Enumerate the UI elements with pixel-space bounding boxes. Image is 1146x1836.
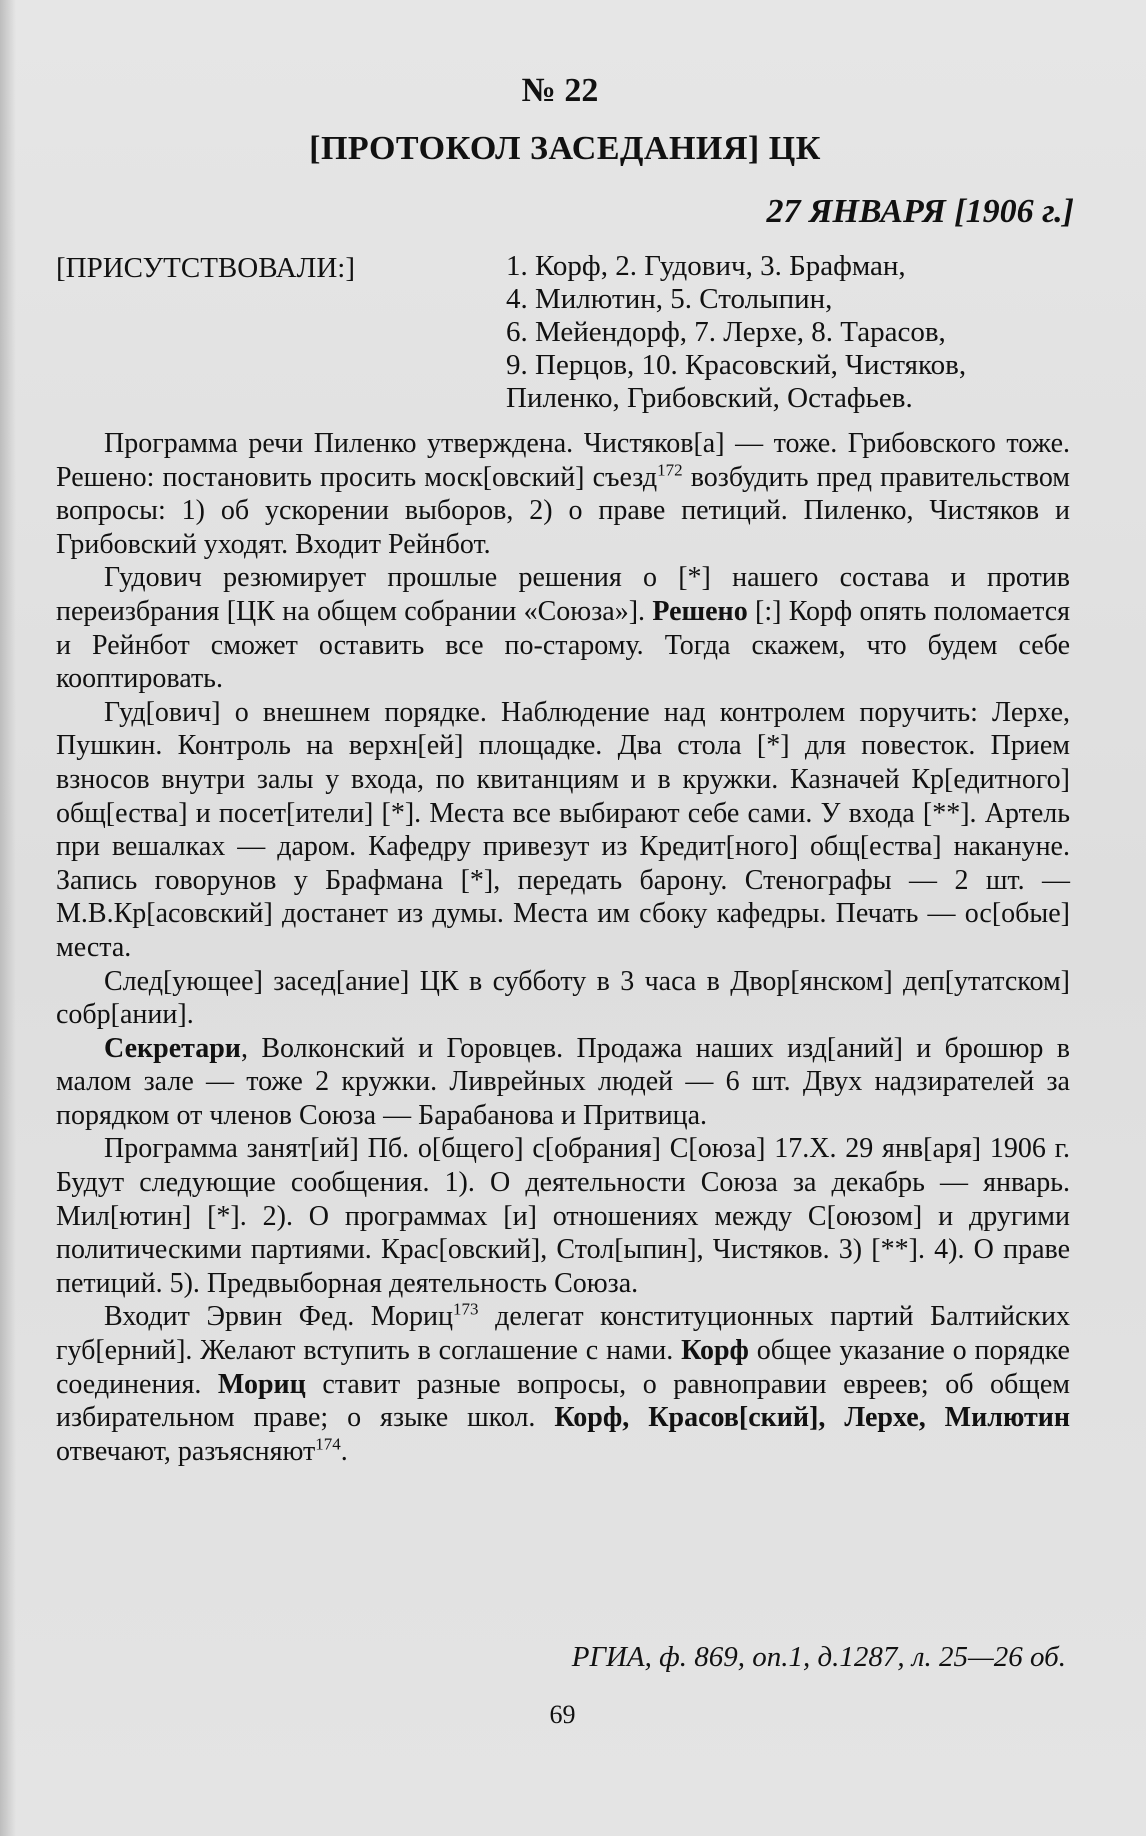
document-date: 27 ЯНВАРЯ [1906 г.] [766, 193, 1074, 230]
attendees-line: Пиленко, Грибовский, Остафьев. [506, 382, 913, 414]
attendees-line: 6. Мейендорф, 7. Лерхе, 8. Тарасов, [506, 316, 946, 348]
page-edge-shadow [0, 0, 16, 1836]
document-title: [ПРОТОКОЛ ЗАСЕДАНИЯ] ЦК [309, 130, 821, 167]
footnote-ref: 173 [452, 1300, 479, 1320]
paragraph-program-speech: Программа речи Пиленко утверждена. Чистяков[а] — тоже. Грибовского тоже. Решено: постановить просить моск[овский] съезд$^{172}$ возбудить пред правительством вопросы: 1) об ускорении выборов, 2) о праве петиций. Пиленко, Чистяков и Грибовский уходят. Входит Рейнбот. [56, 428, 1071, 560]
paragraph-meeting-program: Программа занят[ий] Пб. о[бщего] с[обрания] С[оюза] 17.Х. 29 янв[аря] 1906 г. Будут следующие сообщения. 1). О деятельности Союза за декабрь — январь. Мил[ютин] [*]. 2). О программах [и] отношениях между С[оюзом] и другими политическими партиями. Крас[овский], Стол[ыпин], Чистяков. 3) [**]. 4). О праве петиций. 5). Предвыборная деятельность Союза. [56, 1133, 1070, 1299]
attendees-line: 4. Милютин, 5. Столыпин, [506, 283, 833, 315]
protocol-body [56, 427, 1070, 1468]
archive-source: РГИА, ф. 869, оп.1, д.1287, л. 25—26 об. [571, 1641, 1066, 1673]
paragraph-gudovich-summary: Гудович резюмирует прошлые решения о [*] нашего состава и против переизбрания [ЦК на общем собрании «Союза»]. Решено [:] Корф опять поломается и Рейнбот сможет оставить все по-старому. Тогда скажем, что будем себе кооптировать. [56, 562, 1070, 695]
paragraph-external-order: Гуд[ович] о внешнем порядке. Наблюдение над контролем поручить: Лерхе, Пушкин. Контроль на верхн[ей] площадке. Два стола [*] для повесток. Прием взносов внутри залы у входа, по квитанциям и в кружки. Казначей Кр[едитного] общ[ества] и посет[ители] [*]. Места все выбирают себе сами. У входа [**]. Артель при вешалках — даром. Кафедру привезут из Кредит[ного] общ[ества] накануне. Запись говорунов у Брафмана [*], передать барону. Стенографы — 2 шт. — М.В.Кр[асовский] достанет из думы. Места им сбоку кафедры. Печать — ос[обые] места. [56, 696, 1070, 963]
footnote-ref: 174 [315, 1434, 341, 1454]
attendees-line: 9. Перцов, 10. Красовский, Чистяков, [506, 349, 967, 381]
paragraph-secretaries: Секретари, Волконский и Горовцев. Продажа наших изд[аний] и брошюр в малом зале — тоже 2 кружки. Ливрейных людей — 6 шт. Двух надзирателей за порядком от членов Союза — Барабанова и Притвица. [56, 1032, 1070, 1131]
attendees-line: 1. Корф, 2. Гудович, 3. Брафман, [506, 250, 906, 282]
page-number: 69 [549, 1700, 576, 1729]
paragraph-moritz: Входит Эрвин Фед. Мориц$^{173}$ делегат конституционных партий Балтийских губ[ерний]. Желают вступить в соглашение с нами. Корф общее указание о порядке соединения. Мориц ставит разные вопросы, о равноправии евреев; об общем избирательном праве; о языке школ. Корф, Красов[ский], Лерхе, Милютин отвечают, разъясняют$^{174}$. [56, 1300, 1071, 1467]
paragraph-next-meeting: След[ующее] засед[ание] ЦК в субботу в 3 часа в Двор[янском] деп[утатском] собр[ании]. [56, 965, 1070, 1031]
attendees-list [506, 250, 1086, 415]
footnote-ref: 172 [657, 460, 683, 480]
document-number: № 22 [521, 72, 599, 109]
attendees-label: [ПРИСУТСТВОВАЛИ:] [56, 252, 356, 284]
